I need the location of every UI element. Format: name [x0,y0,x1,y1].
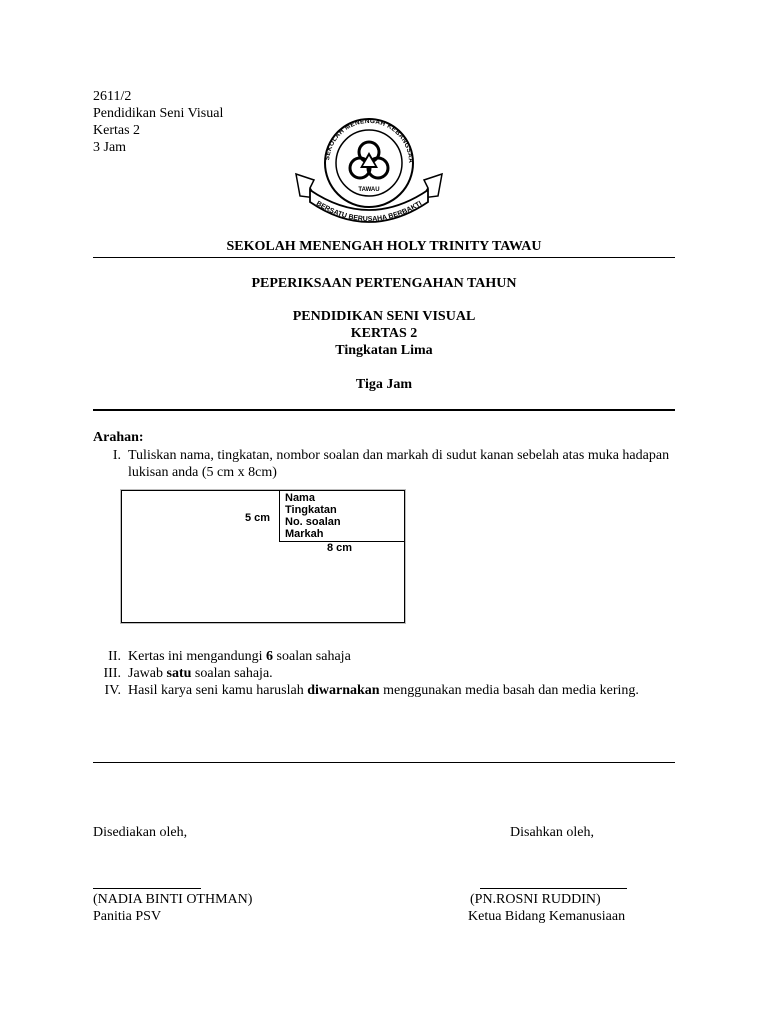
school-logo [294,118,444,236]
item-text: Hasil karya seni kamu haruslah [128,683,308,698]
label-line: Tingkatan [285,504,337,516]
item-emphasis: diwarnakan [307,683,380,698]
logo-ring-text: SEKOLAH MENENGAH KEBANGSAA [324,118,415,164]
divider [93,257,675,258]
item-number: I. [112,448,121,463]
instruction-item [93,665,683,682]
item-number: IV. [104,683,121,698]
approved-by-label: Disahkan oleh, [510,825,594,840]
height-label: 5 cm [245,512,271,524]
label-line: Markah [285,528,324,540]
form-level: Tingkatan Lima [335,343,433,358]
logo-town: TAWAU [358,187,380,193]
instruction-item [93,648,683,665]
item-text: soalan sahaja. [191,666,273,681]
label-lines [285,492,341,540]
width-label: 8 cm [327,542,353,554]
approved-role: Ketua Bidang Kemanusiaan [468,909,626,924]
label-line: No. soalan [285,516,341,528]
thick-divider [93,409,675,411]
paper-duration: 3 Jam [93,140,127,155]
item-emphasis: satu [166,666,192,681]
paper-info [93,88,223,156]
svg-text:SEKOLAH MENENGAH KEBANGSAAN HO [294,118,414,163]
approved-name: (PN.ROSNI RUDDIN) [470,892,601,907]
item-number: II. [108,649,121,664]
paper-number: Kertas 2 [93,123,141,138]
instruction-item [93,447,683,481]
signature-line [93,888,201,889]
school-name: SEKOLAH MENENGAH HOLY TRINITY TAWAU [226,239,542,254]
paper-subject: Pendidikan Seni Visual [93,106,224,121]
item-emphasis: 6 [266,649,274,664]
label-line: Nama [285,492,315,504]
exam-name: PEPERIKSAAN PERTENGAHAN TAHUN [251,276,517,291]
item-text: menggunakan media basah dan media kering. [379,683,639,698]
item-number: III. [103,666,121,681]
paper-code: 2611/2 [93,89,132,104]
item-text: soalan sahaja [273,649,351,664]
exam-time: Tiga Jam [355,377,413,392]
prepared-role: Panitia PSV [93,909,162,924]
paper-title: KERTAS 2 [350,326,418,341]
instruction-list-2 [93,648,683,699]
logo-motto: BERSATU BERUSAHA BERBAKTI [314,200,424,224]
signature-line [480,888,627,889]
instruction-item [93,682,683,699]
divider [93,762,675,763]
instruction-list-1 [93,447,683,481]
prepared-by-label: Disediakan oleh, [93,825,188,840]
subject-title: PENDIDIKAN SENI VISUAL [292,309,476,324]
item-text: Jawab [128,666,167,681]
item-text: Tuliskan nama, tingkatan, nombor soalan dan markah di sudut kanan sebelah atas muka hadapan lukisan anda (5 cm x 8cm) [128,448,670,480]
instructions-title: Arahan: [93,430,144,445]
item-text: Kertas ini mengandungi [128,649,267,664]
prepared-name: (NADIA BINTI OTHMAN) [93,892,253,907]
